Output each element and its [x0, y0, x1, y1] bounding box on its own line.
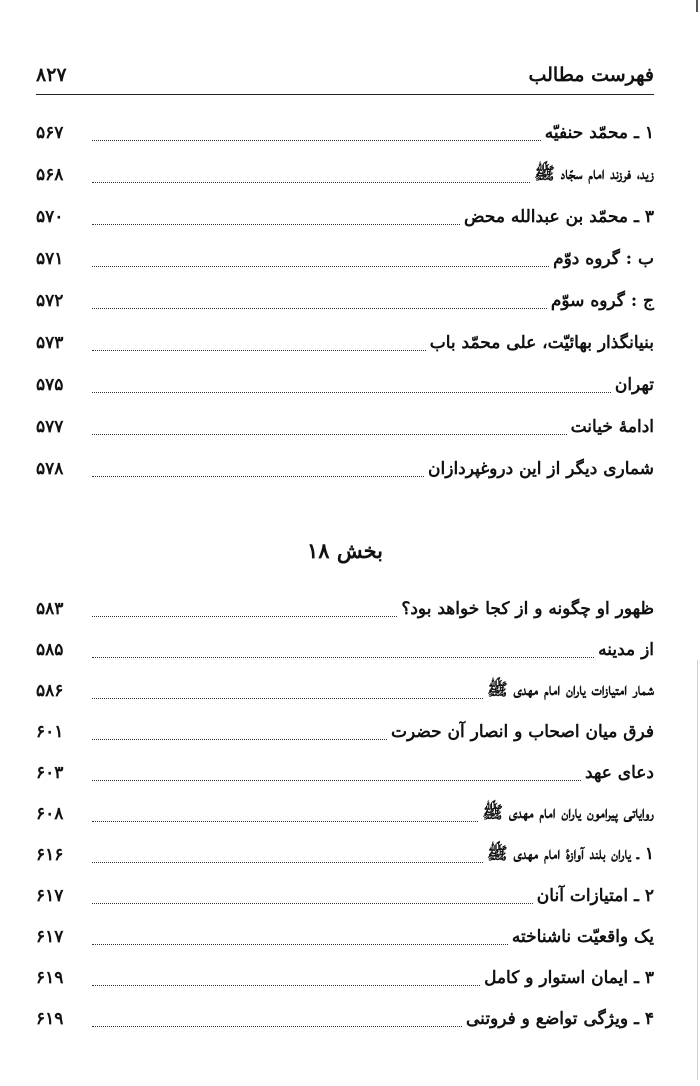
toc-entry-page: ۵۷۰	[36, 207, 64, 227]
toc-entry-title: ۱ ـ محمّد حنفیّه	[544, 123, 654, 143]
toc-entry-title: روایاتی پیرامون یاران امام مهدی ﷺ	[482, 802, 654, 823]
toc-entry-page: ۶۰۸	[36, 804, 64, 824]
toc-entry-page: ۵۷۳	[36, 333, 64, 353]
toc-list-before	[36, 118, 654, 498]
toc-entry-title: زید، فرزند امام سجّاد ﷺ	[534, 163, 654, 184]
toc-entry-title: دعای عهد	[584, 763, 654, 783]
toc-row	[36, 202, 654, 232]
toc-row	[36, 454, 654, 484]
header-page-number: ۸۲۷	[36, 64, 67, 86]
toc-entry-title: ۳ ـ ایمان استوار و کامل	[484, 968, 654, 988]
toc-leader-dots	[92, 126, 541, 141]
toc-row	[36, 635, 654, 665]
toc-entry-page: ۵۷۵	[36, 375, 64, 395]
toc-row	[36, 963, 654, 993]
toc-entry-page: ۶۱۹	[36, 1009, 64, 1029]
toc-row	[36, 1004, 654, 1034]
toc-leader-dots	[92, 336, 426, 351]
toc-leader-dots	[92, 252, 549, 267]
toc-entry-page: ۵۸۶	[36, 681, 64, 701]
toc-row	[36, 799, 654, 829]
toc-entry-page: ۵۷۸	[36, 459, 64, 479]
toc-entry-title: ۱ ـ یاران بلند آوازهٔ امام مهدی ﷺ	[487, 843, 654, 864]
toc-row	[36, 412, 654, 442]
toc-entry-page: ۵۸۵	[36, 640, 64, 660]
toc-leader-dots	[92, 1012, 462, 1027]
toc-row	[36, 758, 654, 788]
toc-list-after	[36, 594, 654, 1054]
toc-leader-dots	[92, 210, 460, 225]
toc-entry-title: شمار امتیازات یاران امام مهدی ﷺ	[487, 679, 654, 700]
header-title: فهرست مطالب	[528, 64, 654, 86]
toc-entry-page: ۵۷۲	[36, 291, 64, 311]
toc-leader-dots	[92, 725, 387, 740]
toc-entry-page: ۶۱۶	[36, 845, 64, 865]
toc-entry-title: از مدینه	[598, 640, 654, 660]
toc-row	[36, 328, 654, 358]
toc-row	[36, 370, 654, 400]
toc-entry-title: تهران	[614, 375, 654, 395]
toc-row	[36, 118, 654, 148]
toc-entry-page: ۶۱۷	[36, 927, 64, 947]
toc-leader-dots	[92, 420, 567, 435]
toc-entry-page: ۵۶۷	[36, 123, 64, 143]
page-header	[36, 60, 654, 95]
toc-entry-title: ۲ ـ امتیازات آنان	[536, 886, 654, 906]
toc-row	[36, 676, 654, 706]
page-edge-mark	[696, 0, 698, 12]
toc-entry-title: ظهور او چگونه و از کجا خواهد بود؟	[401, 599, 654, 619]
toc-entry-title: ج : گروه سوّم	[550, 291, 654, 311]
toc-entry-page: ۵۷۱	[36, 249, 64, 269]
toc-leader-dots	[92, 971, 480, 986]
toc-leader-dots	[92, 807, 478, 822]
toc-entry-title: ۳ ـ محمّد بن عبدالله محض	[464, 207, 654, 227]
toc-entry-title: ۴ ـ ویژگی تواضع و فروتنی	[466, 1009, 654, 1029]
toc-leader-dots	[92, 848, 483, 863]
toc-entry-title: فرق میان اصحاب و انصار آن حضرت	[390, 722, 654, 742]
section-heading: بخش ۱۸	[306, 538, 384, 563]
toc-entry-page: ۶۰۳	[36, 763, 64, 783]
toc-entry-page: ۵۸۳	[36, 599, 64, 619]
toc-row	[36, 840, 654, 870]
toc-leader-dots	[92, 930, 508, 945]
toc-row	[36, 717, 654, 747]
toc-row	[36, 922, 654, 952]
toc-leader-dots	[92, 294, 547, 309]
toc-row	[36, 160, 654, 190]
toc-row	[36, 881, 654, 911]
toc-leader-dots	[92, 462, 424, 477]
toc-leader-dots	[92, 643, 594, 658]
toc-leader-dots	[92, 602, 397, 617]
toc-entry-page: ۵۷۷	[36, 417, 64, 437]
toc-row	[36, 244, 654, 274]
toc-row	[36, 286, 654, 316]
toc-entry-title: ب : گروه دوّم	[553, 249, 654, 269]
toc-row	[36, 594, 654, 624]
toc-leader-dots	[92, 766, 581, 781]
toc-entry-title: یک واقعیّت ناشناخته	[511, 927, 654, 947]
toc-entry-title: شماری دیگر از این دروغپردازان	[428, 459, 654, 479]
toc-leader-dots	[92, 889, 533, 904]
page-edge-mark	[697, 660, 698, 1080]
toc-leader-dots	[92, 168, 530, 183]
toc-entry-page: ۶۰۱	[36, 722, 64, 742]
toc-entry-page: ۶۱۹	[36, 968, 64, 988]
toc-leader-dots	[92, 684, 483, 699]
toc-entry-title: بنیانگذار بهائیّت، علی محمّد باب	[429, 333, 654, 353]
toc-leader-dots	[92, 378, 611, 393]
toc-entry-page: ۶۱۷	[36, 886, 64, 906]
toc-entry-title: ادامهٔ خیانت	[570, 417, 654, 437]
toc-entry-page: ۵۶۸	[36, 165, 64, 185]
